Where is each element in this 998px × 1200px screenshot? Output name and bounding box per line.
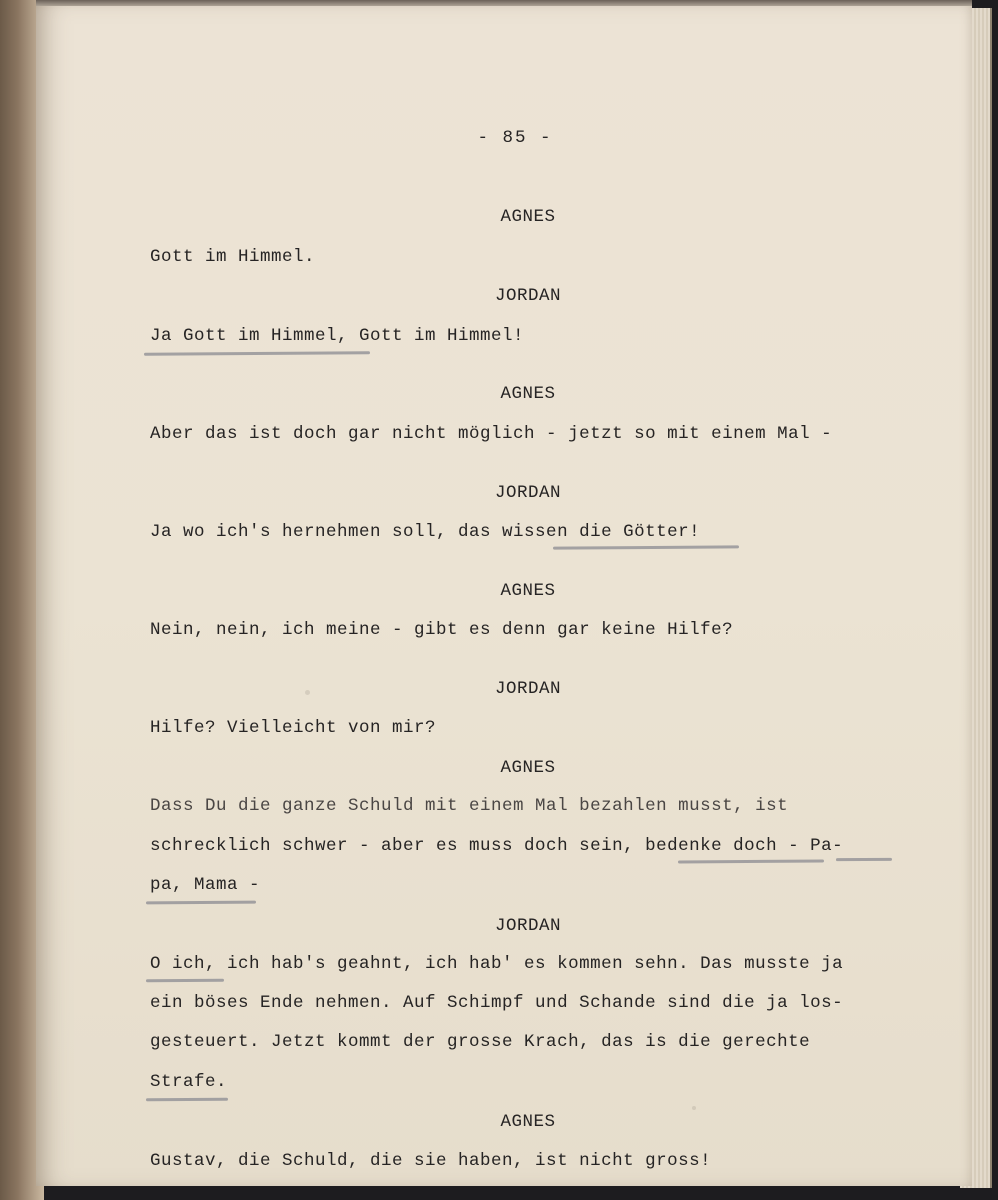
speaker-name: JORDAN (494, 286, 561, 306)
speech-line: Gustav, die Schuld, die sie haben, ist nicht gross! (150, 1151, 712, 1171)
speaker-name: JORDAN (494, 483, 561, 503)
speech-line: O ich, ich hab's geahnt, ich hab' es kommen sehn. Das musste ja (150, 954, 844, 974)
speech-line: ein böses Ende nehmen. Auf Schimpf und Schande sind die ja los- (150, 993, 844, 1013)
speaker-name: AGNES (500, 1112, 556, 1132)
speaker-name: AGNES (500, 384, 556, 404)
speech-line: Hilfe? Vielleicht von mir? (150, 718, 437, 738)
ink-dot (692, 1106, 696, 1110)
ink-dot (305, 690, 310, 695)
pencil-underline (836, 858, 892, 861)
speaker-name: AGNES (500, 758, 556, 778)
speech-line: pa, Mama - (150, 875, 261, 895)
speech-line: schrecklich schwer - aber es muss doch sein, bedenke doch - Pa- (150, 836, 844, 856)
speaker-name: JORDAN (494, 679, 561, 699)
speech-line: Aber das ist doch gar nicht möglich - jetzt so mit einem Mal - (150, 424, 833, 444)
speaker-name: AGNES (500, 207, 556, 227)
pencil-underline (146, 979, 224, 983)
speech-line: Dass Du die ganze Schuld mit einem Mal bezahlen musst, ist (150, 796, 789, 816)
speech-line: gesteuert. Jetzt kommt der grosse Krach, das is die gerechte (150, 1032, 811, 1052)
speech-line: Strafe. (150, 1072, 228, 1092)
speech-line: Nein, nein, ich meine - gibt es denn gar keine Hilfe? (150, 620, 734, 640)
speech-line: Ja Gott im Himmel, Gott im Himmel! (150, 326, 525, 346)
pencil-underline (146, 1098, 228, 1102)
speech-line: Gott im Himmel. (150, 247, 316, 267)
page-number: - 85 - (477, 128, 553, 148)
speaker-name: JORDAN (494, 916, 561, 936)
speech-line: Ja wo ich's hernehmen soll, das wissen die Götter! (150, 522, 701, 542)
speaker-name: AGNES (500, 581, 556, 601)
